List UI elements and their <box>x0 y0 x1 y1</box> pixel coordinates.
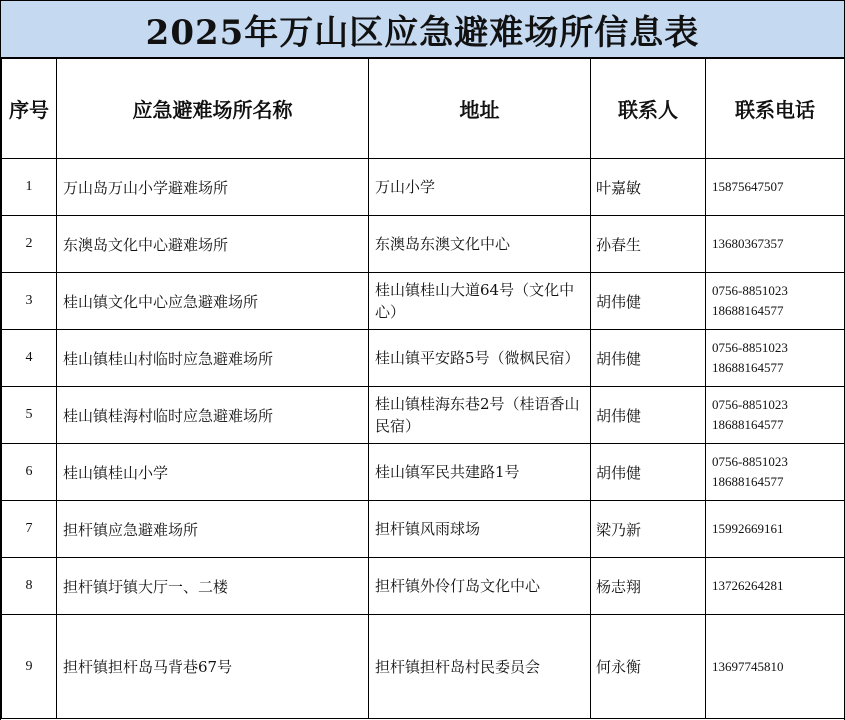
row-name: 东澳岛文化中心避难场所 <box>57 216 369 273</box>
row-seq: 2 <box>2 216 57 273</box>
row-address: 东澳岛东澳文化中心 <box>369 216 591 273</box>
row-seq: 3 <box>2 273 57 330</box>
row-seq: 9 <box>2 615 57 719</box>
header-phone: 联系电话 <box>706 59 845 159</box>
row-seq: 8 <box>2 558 57 615</box>
row-seq: 5 <box>2 387 57 444</box>
row-address: 桂山镇平安路5号（微枫民宿） <box>369 330 591 387</box>
header-name: 应急避难场所名称 <box>57 59 369 159</box>
row-contact: 胡伟健 <box>591 387 706 444</box>
row-contact: 胡伟健 <box>591 273 706 330</box>
row-address: 担杆镇担杆岛村民委员会 <box>369 615 591 719</box>
row-phone <box>706 330 845 387</box>
row-name: 担杆镇应急避难场所 <box>57 501 369 558</box>
row-address: 万山小学 <box>369 159 591 216</box>
row-contact: 何永衡 <box>591 615 706 719</box>
table-row <box>2 330 845 387</box>
phone-number: 0756-8851023 <box>712 397 788 412</box>
row-seq: 4 <box>2 330 57 387</box>
row-seq: 7 <box>2 501 57 558</box>
row-contact: 胡伟健 <box>591 444 706 501</box>
row-seq: 1 <box>2 159 57 216</box>
sheet-title: 2025年万山区应急避难场所信息表 <box>1 0 844 58</box>
table-row <box>2 387 845 444</box>
table-body <box>2 159 845 719</box>
row-contact: 孙春生 <box>591 216 706 273</box>
row-phone <box>706 444 845 501</box>
phone-number: 18688164577 <box>712 417 784 432</box>
table-row <box>2 216 845 273</box>
phone-number: 18688164577 <box>712 360 784 375</box>
phone-number: 18688164577 <box>712 303 784 318</box>
row-name: 担杆镇圩镇大厅一、二楼 <box>57 558 369 615</box>
shelter-table <box>1 58 845 719</box>
row-address: 桂山镇桂山大道64号（文化中心） <box>369 273 591 330</box>
header-contact: 联系人 <box>591 59 706 159</box>
row-address: 担杆镇风雨球场 <box>369 501 591 558</box>
row-address: 桂山镇军民共建路1号 <box>369 444 591 501</box>
table-row <box>2 558 845 615</box>
row-phone <box>706 273 845 330</box>
row-phone <box>706 558 845 615</box>
row-name: 桂山镇文化中心应急避难场所 <box>57 273 369 330</box>
phone-number: 15992669161 <box>712 521 784 536</box>
header-seq: 序号 <box>2 59 57 159</box>
row-phone <box>706 216 845 273</box>
table-row <box>2 444 845 501</box>
table-row <box>2 159 845 216</box>
row-name: 担杆镇担杆岛马背巷67号 <box>57 615 369 719</box>
header-address: 地址 <box>369 59 591 159</box>
table-row <box>2 615 845 719</box>
row-seq: 6 <box>2 444 57 501</box>
row-contact: 梁乃新 <box>591 501 706 558</box>
row-address: 桂山镇桂海东巷2号（桂语香山民宿） <box>369 387 591 444</box>
header-row <box>2 59 845 159</box>
row-phone <box>706 615 845 719</box>
row-name: 万山岛万山小学避难场所 <box>57 159 369 216</box>
row-contact: 胡伟健 <box>591 330 706 387</box>
row-name: 桂山镇桂山小学 <box>57 444 369 501</box>
phone-number: 18688164577 <box>712 474 784 489</box>
phone-number: 13697745810 <box>712 658 784 674</box>
phone-number: 15875647507 <box>712 179 784 194</box>
phone-number: 0756-8851023 <box>712 454 788 469</box>
phone-number: 0756-8851023 <box>712 283 788 298</box>
row-phone <box>706 159 845 216</box>
row-address: 担杆镇外伶仃岛文化中心 <box>369 558 591 615</box>
row-name: 桂山镇桂海村临时应急避难场所 <box>57 387 369 444</box>
row-phone <box>706 387 845 444</box>
row-contact: 叶嘉敏 <box>591 159 706 216</box>
phone-number: 0756-8851023 <box>712 340 788 355</box>
table-row <box>2 501 845 558</box>
row-name: 桂山镇桂山村临时应急避难场所 <box>57 330 369 387</box>
table-row <box>2 273 845 330</box>
row-phone <box>706 501 845 558</box>
row-contact: 杨志翔 <box>591 558 706 615</box>
phone-number: 13680367357 <box>712 236 784 251</box>
phone-number: 13726264281 <box>712 578 784 593</box>
